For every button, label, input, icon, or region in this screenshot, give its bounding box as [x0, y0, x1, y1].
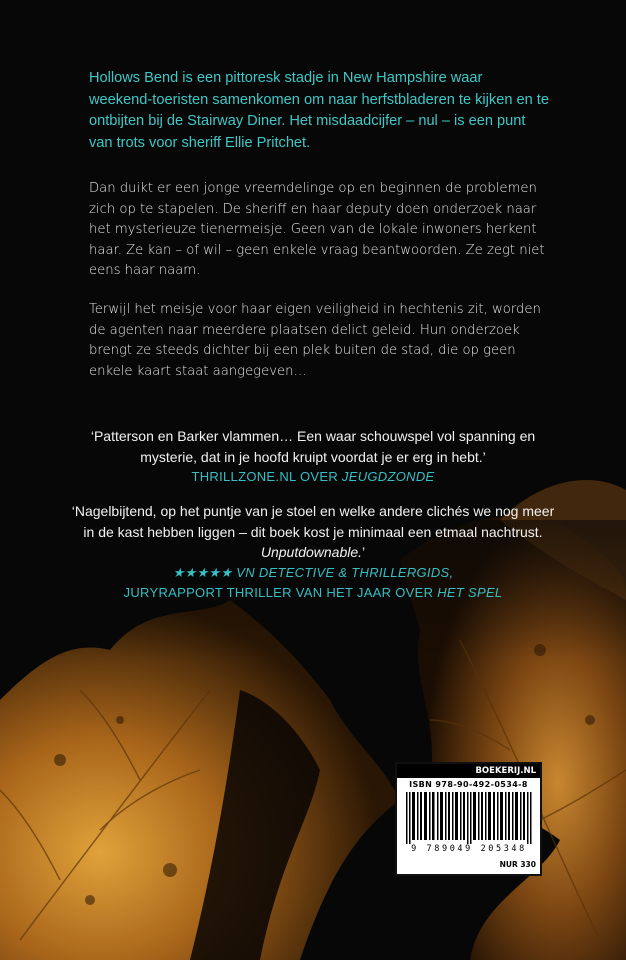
review-quote-2-source-line-1 [70, 563, 556, 584]
review-quote-1-source [70, 467, 556, 488]
review-quote-1 [70, 426, 556, 488]
blurb-lead: Hollows Bend is een pittoresk stadje in New Hampshire waar weekend-toeristen samenkomen om naar herfstbladeren te kijken en te ontbijten bij de Stairway Diner. Het misdaadcijfer – nul – is een punt van trots voor sheriff Ellie Pritchet. [89, 70, 549, 151]
review-quote-1-source-name: THRILLZONE.NL OVER [191, 469, 342, 484]
review-quote-2 [70, 501, 556, 604]
review-quote-2-emphasis: Unputdownable. [260, 544, 363, 560]
nur-code: NUR 330 [499, 860, 536, 869]
review-quote-2-source-line-2 [70, 583, 556, 604]
review-quote-2-text: ‘Nagelbijtend, op het puntje van je stoel en welke andere clichés we nog meer in de kast hebben liggen – dit boek kost je minimaal een etmaal nachtrust. [71, 503, 555, 540]
ean-digits: 9 789049 205348 [411, 844, 527, 854]
review-quote-1-source-title: JEUGDZONDE [341, 469, 435, 484]
blurb-paragraph-2: Terwijl het meisje voor haar eigen veiligheid in hechtenis zit, worden de agenten naar meerdere plaatsen delict geleid. Hun onderzoek brengt ze steeds dichter bij een plek buiten de stad, die op geen enkele kaart staat aangegeven… [89, 302, 541, 379]
barcode-icon [406, 792, 532, 844]
publisher-website: BOEKERIJ.NL [397, 764, 540, 778]
review-quote-2-source-title: HET SPEL [437, 585, 503, 600]
review-quote-2-close: ’ [362, 544, 366, 560]
blurb-paragraph-1: Dan duikt er een jonge vreemdelinge op en beginnen de problemen zich op te stapelen. De sheriff en haar deputy doen onderzoek naar het mysterieuze tienermeisje. Geen van de lokale inwoners herkent haar. Ze kan – of wil – geen enkele vraag beantwoorden. Ze zegt niet eens haar naam. [89, 181, 545, 278]
review-quote-1-text: ‘Patterson en Barker vlammen… Een waar schouwspel vol spanning en mysterie, dat in je hoofd kruipt voordat je er erg in hebt.’ [90, 428, 536, 465]
review-quote-2-source-name: ★★★★★ VN DETECTIVE & THRILLERGIDS, [172, 564, 454, 580]
review-quote-2-source-award: JURYRAPPORT THRILLER VAN HET JAAR OVER [123, 585, 438, 600]
isbn-number: ISBN 978-90-492-0534-8 [409, 780, 528, 789]
isbn-barcode-box [395, 762, 542, 876]
